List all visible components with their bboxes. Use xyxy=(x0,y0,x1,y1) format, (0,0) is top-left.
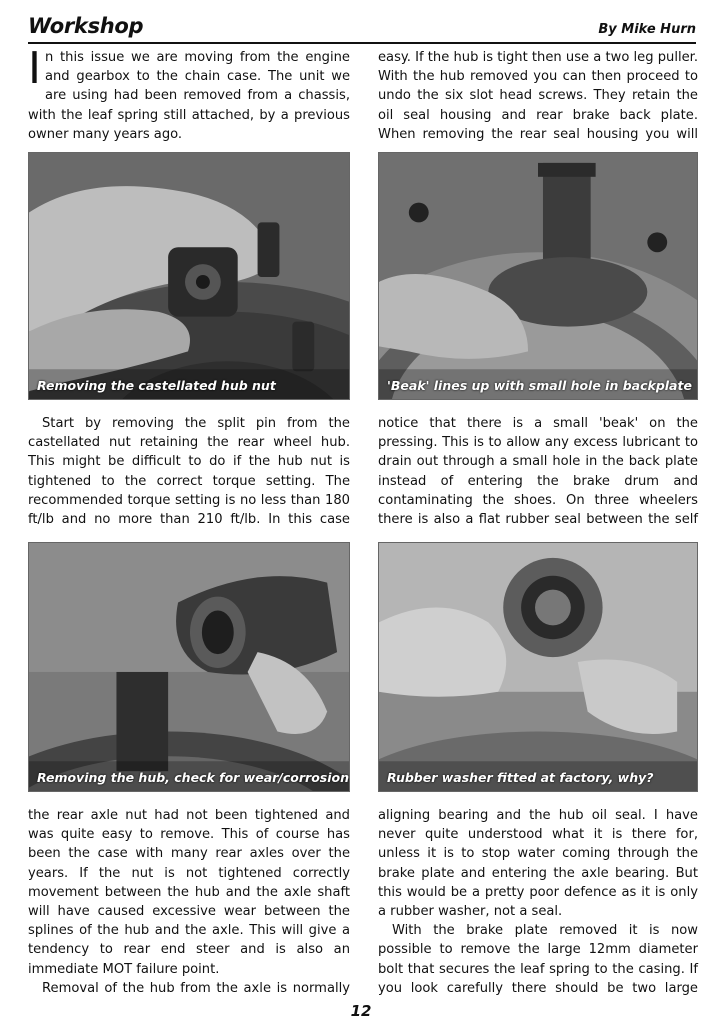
author-byline: By Mike Hurn xyxy=(598,22,696,37)
right-column-middle xyxy=(378,414,698,529)
page-header xyxy=(28,14,696,44)
photo-caption: Removing the hub, check for wear/corrosion xyxy=(37,770,349,785)
right-column-top xyxy=(378,48,698,144)
photo-caption: 'Beak' lines up with small hole in backplate xyxy=(387,378,692,393)
drop-cap: I xyxy=(28,43,41,94)
left-bottom-text-1: the rear axle nut had not been tightened and was quite easy to remove. This of course has been the case with many rear axles over the years. If the nut is not tightened correctly movement between the hub and the axle shaft will have caused excessive wear between the splines of the hub and the axle. This will give a tendency to rear end steer and is also an immediate MOT failure point. xyxy=(28,808,350,977)
right-top-text: easy. If the hub is tight then use a two leg puller. With the hub removed you can then proceed to undo the six slot head screws. They retain the oil seal housing and rear brake back plate. When removing the rear seal housing you will xyxy=(378,50,698,142)
photo-image xyxy=(29,543,349,791)
intro-text: n this issue we are moving from the engine and gearbox to the chain case. The unit we are using had been removed from a chassis, with the leaf spring still attached, by a previous owner many years ago. xyxy=(28,50,350,142)
right-bottom-text-2: With the brake plate removed it is now possible to remove the large 12mm diameter bolt that secures the leaf spring to the casing. If you look carefully there should be two large xyxy=(378,923,698,996)
photo-caption: Rubber washer fitted at factory, why? xyxy=(387,770,654,785)
photo-caption: Removing the castellated hub nut xyxy=(37,378,276,393)
intro-paragraph xyxy=(28,43,350,144)
right-column-bottom xyxy=(378,806,698,998)
left-mid-text: Start by removing the split pin from the castellated nut retaining the rear wheel hub. This might be difficult to do if the hub nut is tightened to the correct torque setting. The recommended torque setting is no less than 180 ft/lb and no more than 210 ft/lb. In this case xyxy=(28,416,350,528)
right-mid-text: notice that there is a small 'beak' on the pressing. This is to allow any excess lubricant to drain out through a small hole in the back plate instead of entering the brake drum and contaminating the shoes. On three wheelers there is also a flat rubber seal between the self xyxy=(378,416,698,528)
photo-image xyxy=(379,153,697,399)
left-bottom-text-2: Removal of the hub from the axle is normally xyxy=(42,980,350,996)
photo-image xyxy=(29,153,349,399)
photo-image xyxy=(379,543,697,791)
page-number: 12 xyxy=(350,1002,372,1020)
photo-removing-hub-nut xyxy=(28,152,350,400)
photo-beak-backplate xyxy=(378,152,698,400)
left-column-middle xyxy=(28,414,350,529)
section-title: Workshop xyxy=(28,14,144,38)
right-bottom-text-1: aligning bearing and the hub oil seal. I have never quite understood what it is there for, unless it is to stop water coming through the brake plate and entering the axle bearing. But this would be a pretty poor defence as it is only a rubber washer, not a seal. xyxy=(378,808,698,920)
photo-rubber-washer xyxy=(378,542,698,792)
left-column-bottom xyxy=(28,806,350,998)
photo-removing-hub xyxy=(28,542,350,792)
